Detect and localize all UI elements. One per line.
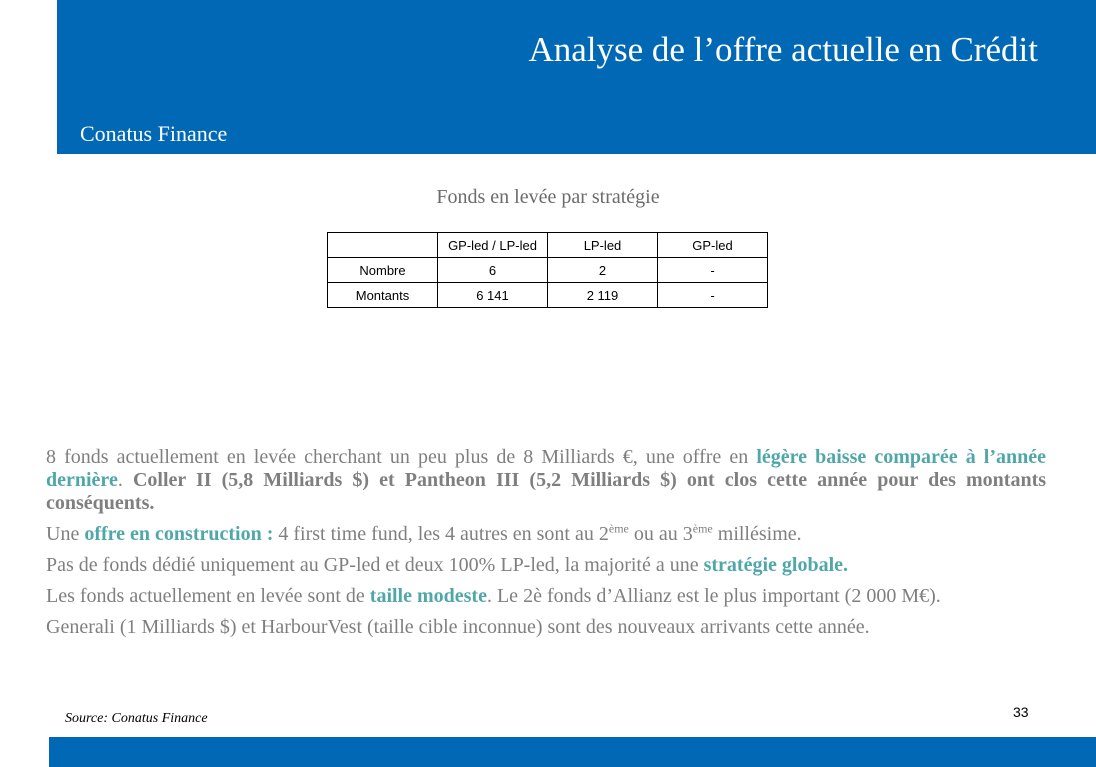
text-run: . Le 2è fonds d’Allianz est le plus important (2 000 M€).: [486, 585, 941, 607]
bold-text: Coller II (5,8 Milliards $) et Pantheon III (5,2 Milliards $) ont clos cette année pour des montants conséquents.: [46, 469, 1047, 514]
table-row: [328, 258, 768, 283]
table-header-cell: GP-led / LP-led: [438, 233, 548, 258]
text-run: Les fonds actuellement en levée sont de: [46, 585, 370, 607]
paragraph-fund-overview: [46, 446, 1046, 515]
table-cell: 6 141: [438, 283, 548, 308]
brand-name: Conatus Finance: [80, 121, 228, 146]
table-cell: -: [658, 258, 768, 283]
body-text: [46, 446, 1046, 647]
slide-title: Analyse de l’offre actuelle en Crédit: [528, 30, 1038, 69]
highlight-text: légère baisse comparée à l’année dernière: [46, 446, 1046, 491]
table-row-label: Montants: [328, 283, 438, 308]
paragraph-offer-construction: [46, 523, 1046, 546]
text-run: .: [117, 469, 133, 491]
table-cell: 2: [548, 258, 658, 283]
table-header-cell: [328, 233, 438, 258]
paragraph-fund-size: [46, 585, 1046, 608]
page-number: 33: [1013, 704, 1029, 720]
funds-table: [327, 232, 768, 308]
text-run: Generali (1 Milliards $) et HarbourVest (taille cible inconnue) sont des nouveaux arrivants cette année.: [46, 616, 870, 638]
header-band: [57, 0, 1096, 154]
paragraph-strategy: [46, 554, 1046, 577]
table-cell: 2 119: [548, 283, 658, 308]
paragraph-new-entrants: [46, 616, 1046, 639]
table-row: [328, 283, 768, 308]
highlight-text: stratégie globale.: [703, 554, 849, 576]
text-run: 4 first time fund, les 4 autres en sont au 2: [273, 523, 609, 545]
table-cell: -: [658, 283, 768, 308]
text-run: ou au 3: [628, 523, 693, 545]
text-run: Une: [46, 523, 85, 545]
highlight-text: taille modeste: [369, 585, 487, 607]
highlight-text: offre en construction :: [84, 523, 274, 545]
table-header-cell: LP-led: [548, 233, 658, 258]
text-run: 8 fonds actuellement en levée cherchant un peu plus de 8 Milliards €, une offre en: [46, 446, 757, 468]
table-header-cell: GP-led: [658, 233, 768, 258]
table-caption: Fonds en levée par stratégie: [436, 186, 660, 208]
table-header-row: [328, 233, 768, 258]
footer-band: [49, 737, 1096, 767]
table-row-label: Nombre: [328, 258, 438, 283]
text-run: Pas de fonds dédié uniquement au GP-led et deux 100% LP-led, la majorité a une: [46, 554, 704, 576]
superscript: ème: [692, 521, 713, 536]
text-run: millésime.: [712, 523, 802, 545]
superscript: ème: [608, 521, 629, 536]
table-cell: 6: [438, 258, 548, 283]
source-note: Source: Conatus Finance: [65, 711, 208, 726]
